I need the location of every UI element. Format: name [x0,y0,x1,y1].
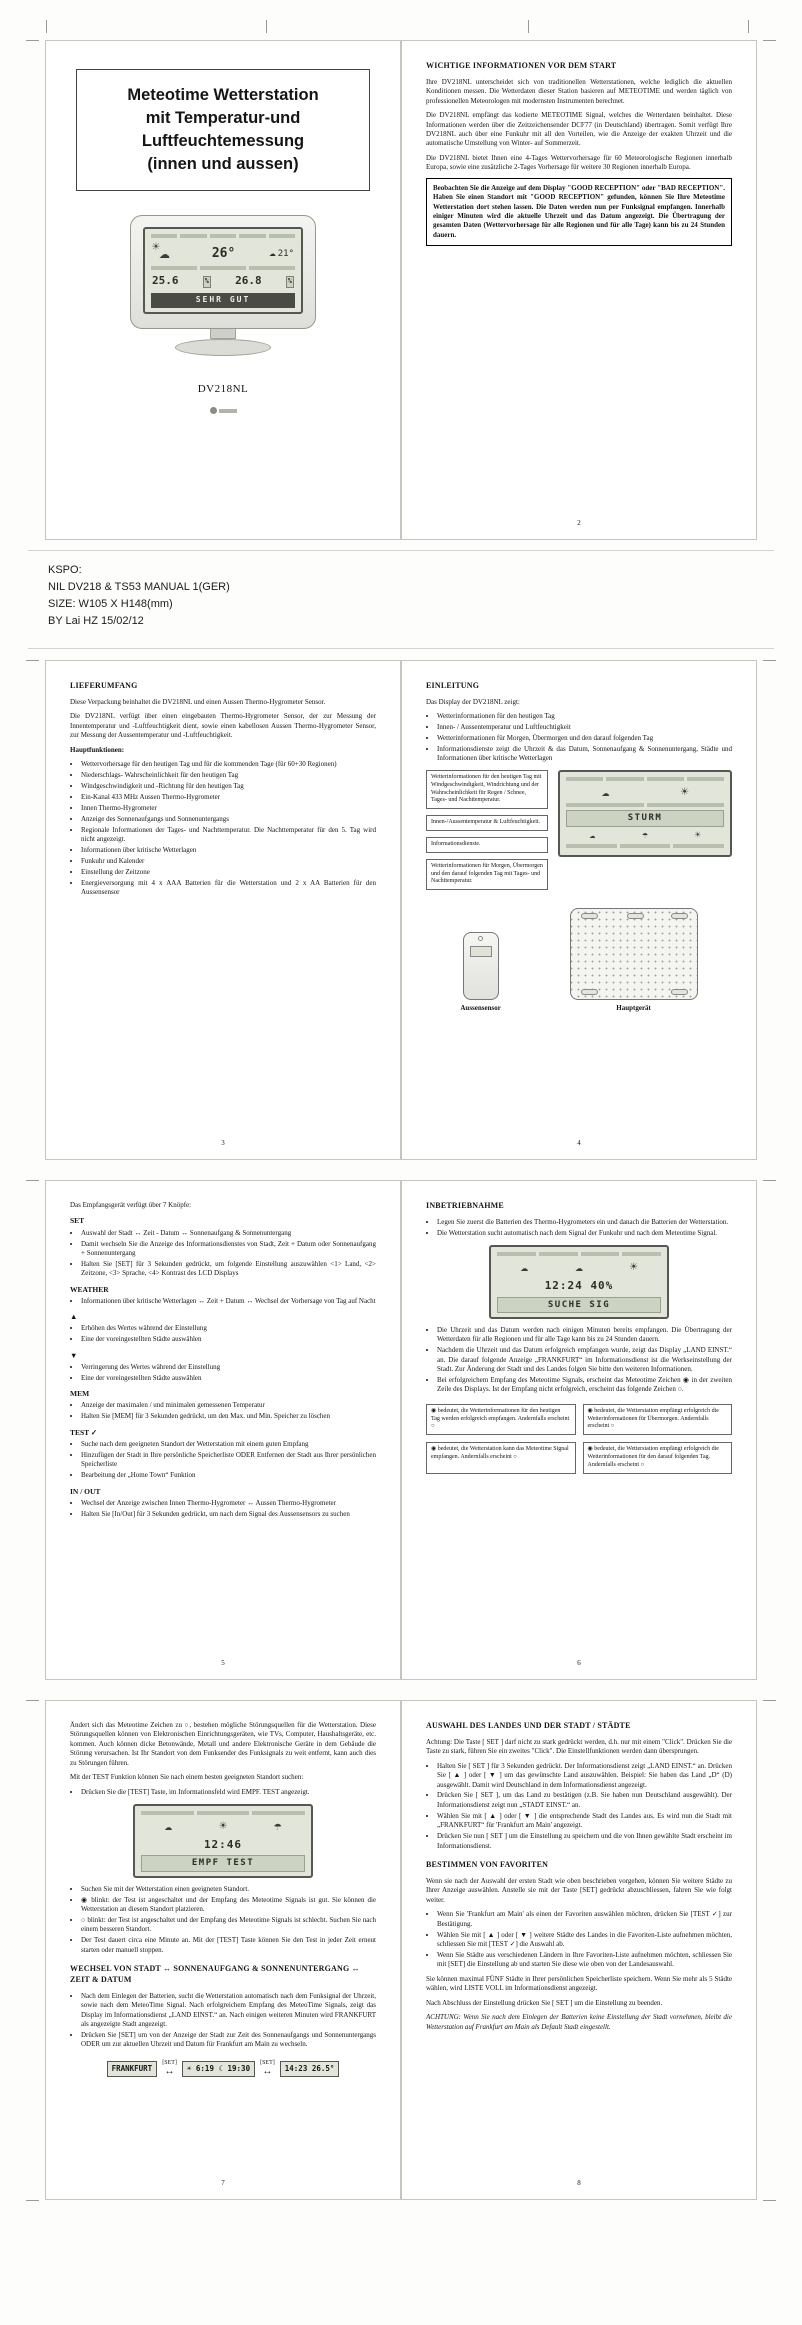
list-item: • Funkuhr und Kalender [81,857,376,866]
forecast-temperature: 21° [277,248,294,259]
page6-heading: INBETRIEBNAHME [426,1201,504,1210]
today-temperature: 26° [211,245,236,261]
page3-paragraphs [70,698,376,741]
list-item: • Die Wetterstation sucht automatisch nach dem Signal der Funkuhr und nach dem Meteotime Signal. [437,1229,732,1238]
brand-logo [206,405,240,417]
crop-mark [763,2200,776,2201]
button-icon [627,913,644,919]
crop-mark [748,20,749,33]
list-item: • Halten Sie [In/Out] für 3 Sekunden gedrückt, um nach dem Signal des Aussensensors zu suchen [81,1510,376,1519]
list-item: • Energieversorgung mit 4 x AAA Batterien für die Wetterstation und 2 x AA Batterien für den Aussensensor [81,879,376,898]
inout-button-list [70,1499,376,1519]
indoor-temperature: 25.6 [152,274,179,288]
outdoor-sensor-drawing [463,932,499,1000]
callout-column [426,770,548,896]
cloud-icon: ☁ [269,245,276,259]
crop-mark [26,1180,39,1181]
temp-humidity-row [151,274,295,289]
page8-heading: AUSWAHL DES LANDES UND DER STADT / STÄDTE [426,1721,631,1730]
set-label: [SET] [260,2059,275,2066]
sun-icon: ☀ [680,784,689,800]
reception-notice-box: Beobachten Sie die Anzeige auf dem Display "GOOD RECEPTION" oder "BAD RECEPTION". Haben Sie einen Standort mit "GOOD RECEPTION" gefunden, können Sie Ihre Meteotime Wetterstation dort stehen lassen. Die Daten werden nun per Funksignal empfangen. Innerhalb einiger Minuten wird die aktuelle Uhrzeit und das Datum angezeigt. Die Übertragung der gesamten Daten (Wettervorhersage für alle Regionen und für alle Tage) kann bis zu 24 Stunden dauern. [426,178,732,247]
left-right-arrow-icon: ↔ [164,2066,175,2078]
list-item: • Wenn Sie Städte aus verschiedenen Ländern in Ihre Favoriten-Liste aufnehmen möchten, schliessen Sie mit [SET] die Einstellung ab und starten Sie diese wie oben von der Landesauswahl. [437,1951,732,1970]
list-item: • Informationen über kritische Wetterlagen [81,846,376,855]
callout-indoor-outdoor: Innen-/Aussentemperatur & Luftfeuchtigkeit. [426,815,548,831]
button-icon [671,913,688,919]
test-results-list [70,1885,376,1956]
list-item: • ○ blinkt: der Test ist angeschaltet und der Empfang des Meteotime Signals ist schlecht. Suchen Sie nach einem besseren Standort. [81,1916,376,1935]
crop-mark [46,20,47,33]
list-item: • Verringerung des Wertes während der Einstellung [81,1363,376,1372]
list-item: • Wechsel der Anzeige zwischen Innen Thermo-Hygrometer ↔ Aussen Thermo-Hygrometer [81,1499,376,1508]
sun-icon: ☀ [629,1260,638,1276]
list-item: • Ein-Kanal 433 MHz Aussen Thermo-Hygrometer [81,793,376,802]
crop-mark [26,2200,39,2201]
list-item: • Erhöhen des Wertes während der Einstellung [81,1324,376,1333]
temperature-value: 26.5° [311,2063,335,2073]
list-item: • Drücken Sie [SET] um von der Anzeige der Stadt zur Zeit des Sonnenaufgangs und Sonnenuntergangs ODER um zur aktuellen Uhrzeit und Datum für Frankfurt am Main zu wechseln. [81,2031,376,2050]
list-item: • Bearbeitung der „Home Town“ Funktion [81,1471,376,1480]
page-number: 4 [577,1138,581,1147]
list-item: • Drücken Sie [ SET ], um das Land zu bestätigen (z.B. Sie haben nun Deutschland ausgewählt). Der Informationsdienst zeigt nun „STADT EINST.“ an. [437,1791,732,1810]
weather-icon-row [497,1259,661,1277]
outdoor-sensor-figure [460,932,500,1013]
main-unit-figure [570,908,698,1013]
list-item: • Halten Sie [SET] für 3 Sekunden gedrückt, um folgende Einstellung auszuwählen <1> Land, <2> Zeitzone, <3> Sprache, <4> Kontrast des LCD Displays [81,1260,376,1279]
info-service-line: STURM [566,810,724,826]
button-title-down: ▼ [70,1350,78,1360]
weather-button-list [70,1297,376,1306]
callout-today-reception: ◉ bedeutet, die Wetterinformationen für den heutigen Tag werden erfolgreich empfangen. Andernfalls erscheint ○ [426,1404,576,1435]
mem-button-list [70,1401,376,1421]
list-item: KSPO: [48,564,82,576]
segment-bar [566,844,724,848]
clock-value: 12:46 [203,1837,243,1851]
page-2 [401,40,757,540]
page-1-cover [45,40,401,540]
page-6 [401,1180,757,1680]
page-number: 5 [221,1658,225,1667]
callout-meteotime-reception: ◉ bedeutet, die Wetterstation kann das Meteotime Signal empfangen. Andernfalls erscheint ○ [426,1442,576,1473]
crop-mark [26,40,39,41]
list-item: • Informationen über kritische Wetterlagen ↔ Zeit + Datum ↔ Wechsel der Vorhersage von Tag auf Nacht [81,1297,376,1306]
test-step-list [70,1788,376,1797]
list-item: • Wählen Sie mit [ ▲ ] oder [ ▼ ] die entsprechende Stadt des Landes aus. Es wird nun die Stadt mit „FRANKFURT“ für 'Frankfurt am Main' angezeigt. [437,1812,732,1831]
clock-value: 14:23 [284,2063,308,2073]
list-item: • Niederschlags- Wahrscheinlichkeit für den heutigen Tag [81,771,376,780]
list-item: • ◉ blinkt: der Test ist angeschaltet und der Empfang des Meteotime Signals ist gut. Sie können die Wetterstation an diesem Standort platzieren. [81,1896,376,1915]
sensor-caption: Aussensensor [460,1004,501,1013]
segment-bar [497,1252,661,1256]
reception-test-display [133,1804,313,1878]
list-item: Die DV218NL bietet Ihnen eine 4-Tages Wettervorhersage für 60 Meteorologische Regionen innerhalb Europa, sowie eine zusätzliche 2-Tages Vorhersage für weitere 30 Regionen innerhalb Europa. [426,153,732,172]
cover-title-line: Meteotime Wetterstation [127,86,319,104]
default-city-warning: ACHTUNG: Wenn Sie nach dem Einlegen der Batterien keine Einstellung der Stadt vornehmen, bleibt die Wetterstation auf Frankfurt am Main als Default Stadt eingestellt. [426,2013,732,2031]
test-function-intro: Mit der TEST Funktion können Sie nach einem besten geeigneten Standort suchen: [70,1773,304,1782]
main-unit-caption: Hauptgerät [616,1004,651,1013]
list-item: • Drücken Sie nun [ SET ] um die Einstellung zu speichern und die von Ihnen gewählte Stadt erscheint im Informationsdienst. [437,1832,732,1851]
list-item: • Informationsdienste zeigt die Uhrzeit & das Datum, Sonnenaufgang & Sonnenuntergang, Städte und Informationen über kritische Wetterlagen [437,745,732,764]
callout-info-service: Informationsdienste. [426,837,548,853]
weather-icon-row [566,784,724,802]
favorites-steps-list [426,1910,732,1970]
interference-paragraph: Ändert sich das Meteotime Zeichen zu ○, bestehen mögliche Störungsquellen für die Wetterstation. Diese Störungsquellen können von Elektronischen Einrichtungsgeräten, wie TVs, Computer, Haushaltsgeräte, etc. kommen. Auch können dicke Betonwände, Metall und andere Elektronische Geräte in dem Gebäude die Störung verursachen. Ist Ihr Standort von dem Funksender des Funksignals zu weit entfernt, kann auch dies zu Störungen führen. [70,1721,376,1767]
segment-bar [566,803,724,807]
main-unit-back-drawing [570,908,698,1000]
clock-value: 12:24 [544,1278,583,1292]
logo-dot-icon [210,407,217,414]
list-item: • Der Test dauert circa eine Minute an. Mit der [TEST] Taste können Sie den Test in jeder Zeit erneut starten oder manuell stoppen. [81,1936,376,1955]
list-item: BY Lai HZ 15/02/12 [48,615,144,628]
station-stand [210,329,236,339]
list-item: • Auswahl der Stadt ↔ Zeit - Datum ↔ Sonnenaufgang & Sonnenuntergang [81,1229,376,1238]
set-button-note: Achtung: Die Taste [ SET ] darf nicht zu stark gedrückt werden, d.h. nur mit einem "Click". Drücken Sie die Taste zu stark, führen Sie ein zweites "Click". Die Einstellfunktionen werden dann übersprungen. [426,1737,732,1756]
favorites-limit-paragraph: Sie können maximal FÜNF Städte in Ihrer persönlichen Speicherliste speichern. Wenn Sie mehr als 5 Städte wählen, wird LISTE VOLL im Informationsdienst angezeigt. [426,1974,732,1993]
crop-mark [528,20,529,33]
info-service-line: SUCHE SIG [497,1297,661,1313]
set-arrow [260,2060,275,2078]
reception-callouts [426,1404,732,1474]
page-5 [45,1180,401,1680]
percent-icon: % [203,276,211,287]
cloud-icon: ☁ [575,1260,583,1276]
time-temp-display [280,2061,340,2077]
page-number: 6 [577,1658,581,1667]
search-signal-display [489,1245,669,1319]
set-button-list [70,1229,376,1279]
crop-mark [763,1700,776,1701]
page-8 [401,1700,757,2200]
callout-day-after-tomorrow-reception: ◉ bedeutet, die Wetterstation empfängt erfolgreich die Wetterinformationen für Übermorgen. Andernfalls erscheint ○ [583,1404,733,1435]
list-item: NIL DV218 & TS53 MANUAL 1(GER) [48,581,230,594]
button-title-mem: MEM [70,1389,90,1399]
button-icon [671,989,688,995]
list-item: • Innen Thermo-Hygrometer [81,804,376,813]
list-item: • Drücken Sie die [TEST] Taste, im Informationsfeld wird EMPF. TEST angezeigt. [81,1788,376,1797]
set-arrow [162,2060,177,2078]
list-item: Ihre DV218NL unterscheidet sich von traditionellen Wetterstationen, welche lediglich die aktuellen Konditionen messen. Die Wetterdaten dieser Station basieren auf METEOTIME und werden täglich von professionellen Meteorologen mit modernsten Instrumenten berechnet. [426,77,732,105]
list-item: • Bei erfolgreichem Empfang des Meteotime Signals, erscheint das Meteotime Zeichen ◉ in der zweiten Zeile des Displays. Ist der Empfang nicht erfolgreich, erscheint das folgende Zeichen ○. [437,1376,732,1395]
reception-notes-list [426,1326,732,1395]
list-item: • Wetterinformationen für Morgen, Übermorgen und den darauf folgenden Tag [437,734,732,743]
segment-bar [141,1811,305,1815]
hanging-hole-icon [478,936,483,941]
sun-icon: ☀ [219,1819,227,1835]
sunset-icon: ☾ [218,2063,223,2073]
cloud-icon: ☁ [589,829,596,841]
print-spec-block [48,562,230,630]
crop-mark [26,1700,39,1701]
display-illustration [558,770,732,857]
button-title-weather: WEATHER [70,1284,109,1294]
crop-mark [26,660,39,661]
cloud-icon: ☁ [520,1260,529,1276]
city-display: FRANKFURT [107,2061,158,2077]
display-switch-list [70,1992,376,2050]
segment-bar [566,777,724,781]
sun-behind-cloud-icon: ☀ ☁ [152,240,170,264]
page5-intro: Das Empfangsgerät verfügt über 7 Knöpfe: [70,1201,192,1209]
setup-steps-list [426,1218,732,1238]
page-number: 7 [221,2178,225,2187]
list-item: • Die Uhrzeit und das Datum werden nach einigen Minuten bereits empfangen. Die Übertragung der Wetterdaten für alle Regionen und für alle Tage kann bis zu 24 Stunden dauern. [437,1326,732,1345]
rain-icon: ☂ [641,829,648,841]
forecast-icon-row [566,829,724,843]
button-title-inout: IN / OUT [70,1486,101,1496]
list-item: • Eine der voreingestellten Städte auswählen [81,1374,376,1383]
page4-intro: Das Display der DV218NL zeigt: [426,697,520,706]
list-item: • Eine der voreingestellten Städte auswählen [81,1335,376,1344]
crop-mark [763,40,776,41]
page4-heading: EINLEITUNG [426,681,480,690]
rain-icon: ☂ [273,1819,282,1835]
favorites-heading: BESTIMMEN VON FAVORITEN [426,1860,549,1870]
finish-setting-paragraph: Nach Abschluss der Einstellung drücken Sie [ SET ] um die Einstellung zu beenden. [426,1998,663,2007]
list-item: • Legen Sie zuerst die Batterien des Thermo-Hygrometers ein und danach die Batterien der Wetterstation. [437,1218,732,1227]
model-number: DV218NL [197,383,249,396]
list-item: • Wetterinformationen für den heutigen Tag [437,712,732,721]
page-4 [401,660,757,1160]
set-label: [SET] [162,2059,177,2066]
callout-today-weather: Wetterinformationen für den heutigen Tag mit Windgeschwindigkeit, Windrichtung und der Wahrscheinlichkeit für Regen / Schnee, Tages- und Nachttemperatur. [426,770,548,809]
segment-bar [151,266,295,270]
list-item: • Wettervorhersage für den heutigen Tag und für die kommenden Tage (für 60+30 Regionen) [81,760,376,769]
outdoor-temperature: 26.8 [235,274,262,288]
page2-paragraphs [426,78,732,173]
up-button-list [70,1324,376,1344]
humidity-value: 40% [590,1278,614,1292]
button-title-set: SET [70,1216,85,1226]
crop-mark [266,20,267,33]
cloud-icon: ☁ [164,1819,173,1835]
cover-title-line: Luftfeuchtemessung [141,132,305,151]
page7-subheading: WECHSEL VON STADT ↔ SONNENAUFGANG & SONNENUNTERGANG ↔ ZEIT & DATUM [70,1964,360,1984]
main-functions-list [70,760,376,898]
list-item: • Wählen Sie mit [ ▲ ] oder [ ▼ ] weitere Städte des Landes in die Favoriten-Liste aufnehmen möchten, schliessen Sie mit [TEST ✓] die Auswahl ab. [437,1931,732,1950]
callout-following-day-reception: ◉ bedeutet, die Wetterstation empfängt erfolgreich die Wetterinformationen für den darauf folgenden Tag. Andernfalls erscheint ○ [583,1442,733,1473]
test-button-list [70,1440,376,1481]
percent-icon: % [286,276,294,287]
list-item: Die DV218NL empfängt das kodierte METEOTIME Signal, welches die Wetterdaten beinhaltet. Diese Informationen werden über die Zeitzeichensender DCF77 (in Deutschland) übertragen. Somit verfügt Ihre DV218NL auch über eine Funkuhr mit all den Vorteilen, wie die Anzeige der exakten Uhrzeit und die automatische Umstellung von Winter- auf Sommerzeit. [426,111,732,148]
list-item: • Anzeige der maximalen / und minimalen gemessenen Temperatur [81,1401,376,1410]
segment-bar [151,234,295,238]
crop-mark [763,1180,776,1181]
list-item: • Damit wechseln Sie die Anzeige des Informationsdienstes von Stadt, Zeit + Datum oder Sonnenaufgang + Sonnenuntergang [81,1240,376,1259]
reception-status-bar: SEHR GUT [151,293,295,308]
favorites-intro: Wenn sie nach der Auswahl der ersten Stadt wie oben beschrieben vorgehen, können Sie weitere Städte zu Ihrer Anzeige auswählen. Anstelle sie mit der Taste [SET] gedrückt abzuschliessen, fahren Sie wie folgt weiter. [426,1876,732,1904]
station-display [143,227,303,314]
page-number: 2 [577,518,581,527]
info-service-line: EMPF TEST [141,1855,305,1871]
button-title-test: TEST ✓ [70,1427,98,1437]
list-item: • Suche nach dem geeigneten Standort der Wetterstation mit einem guten Empfang [81,1440,376,1449]
list-item: • Hinzufügen der Stadt in Ihre persönliche Speicherliste ODER Entfernen der Stadt aus Ihrer persönlichen Speicherliste [81,1451,376,1470]
list-item: Die DV218NL verfügt über einen eingebauten Thermo-Hygrometer Sensor, der zur Messung der Innentemperatur und -Luftfeuchtigkeit dient, sowie einen kabellosen Aussen Thermo-Hygrometer Sensor, zur Messung der Aussentemperatur und -Luftfeuchtigkeit. [70,712,376,740]
list-item: • Innen- / Aussentemperatur und Luftfeuchtigkeit [437,723,732,732]
print-spec-lines [48,562,230,630]
display-overview-list [426,712,732,764]
station-body [130,215,316,329]
fold-line [28,550,774,551]
list-item: • Regionale Informationen der Tages- und Nachttemperatur. Die Nachttemperatur für den 5. Tag wird nicht angezeigt. [81,826,376,845]
list-item: • Windgeschwindigkeit und -Richtung für den heutigen Tag [81,782,376,791]
page-3 [45,660,401,1160]
device-figures [426,908,732,1013]
sunrise-sunset-display [182,2061,255,2077]
sun-icon: ☀ [694,829,701,841]
list-item: • Halten Sie [ SET ] für 3 Sekunden gedrückt. Der Informationsdienst zeigt „LAND EINST.“ an. Drücken Sie [ ▲ ] oder [ ▼ ] um das gewünschte Land auszuwählen. Beispiel: Sie haben das Land „D“ (D) ausgewählt. Damit wird Deutschland in dem Informationsdienst angezeigt. [437,1762,732,1790]
page-number: 3 [221,1138,225,1147]
sensor-display [470,946,492,957]
list-item: • Halten Sie [MEM] für 3 Sekunden gedrückt, um den Max. und Min. Speicher zu löschen [81,1412,376,1421]
page-7 [45,1700,401,2200]
list-item: • Nach dem Einlegen der Batterien, sucht die Wetterstation automatisch nach dem Funksignal der Uhrzeit, sowie nach dem MeteoTime Signal. Nach erfolgreichem Empfang des MeteoTime Signals, zeigt das Display im Informationsdienst „LAND EINST.“ an. Nach einigen weiteren Minuten wird FRANKFURT als angezeigte Stadt angezeigt. [81,1992,376,2030]
button-icon [581,913,598,919]
crop-mark [763,660,776,661]
list-item: • Suchen Sie mit der Wetterstation einen geeigneten Standort. [81,1885,376,1894]
station-base [175,339,271,356]
left-right-arrow-icon: ↔ [262,2066,273,2078]
page3-heading: LIEFERUMFANG [70,681,138,690]
fold-line [28,648,774,649]
list-item: • Anzeige des Sonnenaufgangs und Sonnenuntergangs [81,815,376,824]
button-icon [581,989,598,995]
country-city-steps-list [426,1762,732,1851]
list-item: • Nachdem die Uhrzeit und das Datum erfolgreich empfangen wurde, zeigt das Display „LAND EINST.“ an. Die darauf folgende Anzeige „FRANKFURT“ im Informationsdienst ist die Werkseinstellung der Stadt. Zur Änderung der Stadt und des Landes folgen Sie bitte den weiteren Informationen. [437,1346,732,1374]
display-cycle-diagram [70,2060,376,2078]
functions-label: Hauptfunktionen: [70,745,125,754]
cover-title-box [76,69,370,191]
callout-next-days: Wetterinformationen für Morgen, Übermorgen und den darauf folgenden Tag mit Tages- und Nachttemperatur. [426,859,548,890]
sunrise-icon: ☀ [186,2063,192,2073]
weather-icon-row [141,1818,305,1836]
list-item: • Einstellung der Zeitzone [81,868,376,877]
page-number: 8 [577,2178,581,2187]
logo-bar-icon [219,409,237,413]
page2-heading: WICHTIGE INFORMATIONEN VOR DEM START [426,61,617,70]
button-title-up: ▲ [70,1312,78,1322]
sunset-time: 19:30 [227,2063,251,2073]
list-item: • Wenn Sie 'Frankfurt am Main' als einen der Favoriten auswählen möchten, drücken Sie [TEST ✓] zur Bestätigung. [437,1910,732,1929]
down-button-list [70,1363,376,1383]
display-overview-diagram [426,770,732,896]
sunrise-time: 6:19 [195,2063,214,2073]
cover-title-line: mit Temperatur-und [145,109,301,128]
weather-station-figure [123,215,323,356]
list-item: Diese Verpackung beinhaltet die DV218NL und einen Aussen Thermo-Hygrometer Sensor. [70,697,326,706]
today-forecast-area [151,241,295,265]
cover-title-line: (innen und aussen) [147,155,299,174]
forecast-column [269,246,294,261]
cloud-icon: ☁ [601,784,610,800]
time-and-humidity [497,1279,661,1294]
list-item: SIZE: W105 X H148(mm) [48,598,173,611]
